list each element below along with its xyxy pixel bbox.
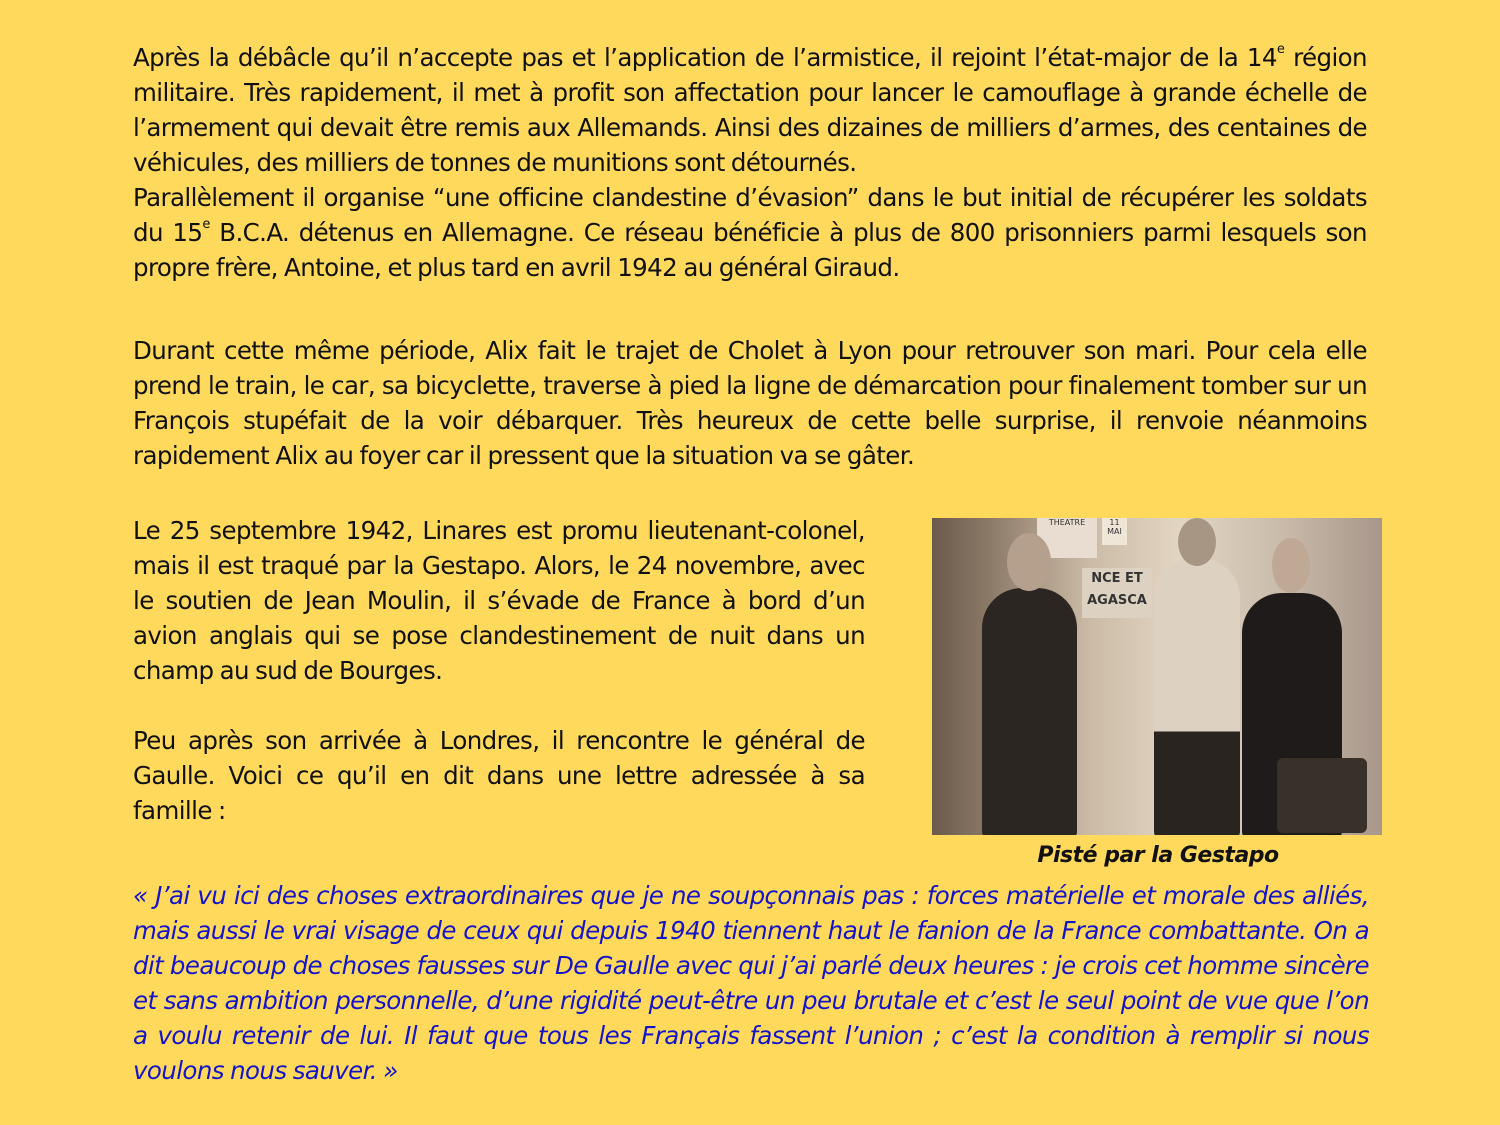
- paragraph-armistice: [133, 40, 1367, 180]
- face: [1178, 518, 1216, 566]
- text: région militaire. Très rapidement, il met à profit son affectation pour lancer le camouflage à grande échelle de l’armement qui devait être remis aux Allemands. Ainsi des dizaines de milliers d’armes, des centaines de véhicules, des milliers de tonnes de munitions sont détournés.: [133, 43, 1367, 177]
- superscript: e: [1276, 42, 1285, 57]
- poster-text: NCE ET: [1091, 571, 1143, 586]
- text: B.C.A. détenus en Allemagne. Ce réseau bénéficie à plus de 800 prisonniers parmi lesquels son propre frère, Antoine, et plus tard en avril 1942 au général Giraud.: [133, 218, 1367, 282]
- paragraph-londres: Peu après son arrivée à Londres, il rencontre le général de Gaulle. Voici ce qu’il en dit dans une lettre adressée à sa famille :: [133, 726, 865, 825]
- poster: [1082, 568, 1152, 618]
- face: [1007, 533, 1051, 591]
- poster-text: THEATRE: [1048, 518, 1086, 527]
- photo-caption: Pisté par la Gestapo: [1037, 843, 1279, 868]
- poster: [1102, 518, 1127, 545]
- face: [1272, 538, 1310, 593]
- paragraph-evasion: [133, 180, 1367, 285]
- text: Parallèlement il organise “une officine clandestine d’évasion” dans le but initial de récupérer les soldats du 15: [133, 183, 1367, 247]
- paragraph-lieutenant-colonel: Le 25 septembre 1942, Linares est promu lieutenant-colonel, mais il est traqué par la Gestapo. Alors, le 24 novembre, avec le soutien de Jean Moulin, il s’évade de France à bord d’un avion anglais qui se pose clandestinement de nuit dans un champ au sud de Bourges.: [133, 516, 865, 685]
- man-middle: [1154, 558, 1240, 835]
- poster-text: 11 MAI: [1107, 518, 1122, 536]
- superscript: e: [202, 217, 210, 232]
- man-left: [982, 588, 1077, 835]
- quote-text: « J’ai vu ici des choses extraordinaires que je ne soupçonnais pas : forces matérielle et morale des alliés, mais aussi le vrai visage de ceux qui depuis 1940 tiennent haut le fanion de la France combattante. On a dit beaucoup de choses fausses sur De Gaulle avec qui j’ai parlé deux heures : je crois cet homme sincère et sans ambition personnelle, d’une rigidité peut-être un peu brutale et c’est le seul point de vue que l’on a voulu retenir de lui. Il faut que tous les Français fassent l’union ; c’est la condition à remplir si nous voulons nous sauver. »: [133, 881, 1369, 1085]
- paragraph-alix: [133, 333, 1367, 473]
- left-column: [133, 513, 865, 828]
- text: Après la débâcle qu’il n’accepte pas et l’application de l’armistice, il rejoint l’état-major de la 14: [133, 43, 1277, 72]
- poster-text: AGASCA: [1087, 593, 1147, 608]
- historical-photo: [932, 518, 1382, 835]
- intro-text: [133, 40, 1367, 285]
- de-gaulle-quote: [133, 878, 1369, 1088]
- text: Durant cette même période, Alix fait le trajet de Cholet à Lyon pour retrouver son mari. Pour cela elle prend le train, le car, sa bicyclette, traverse à pied la ligne de démarcation pour finalement tomber sur un François stupéfait de la voir débarquer. Très heureux de cette belle surprise, il renvoie néanmoins rapidement Alix au foyer car il pressent que la situation va se gâter.: [133, 336, 1367, 470]
- briefcase: [1277, 758, 1367, 833]
